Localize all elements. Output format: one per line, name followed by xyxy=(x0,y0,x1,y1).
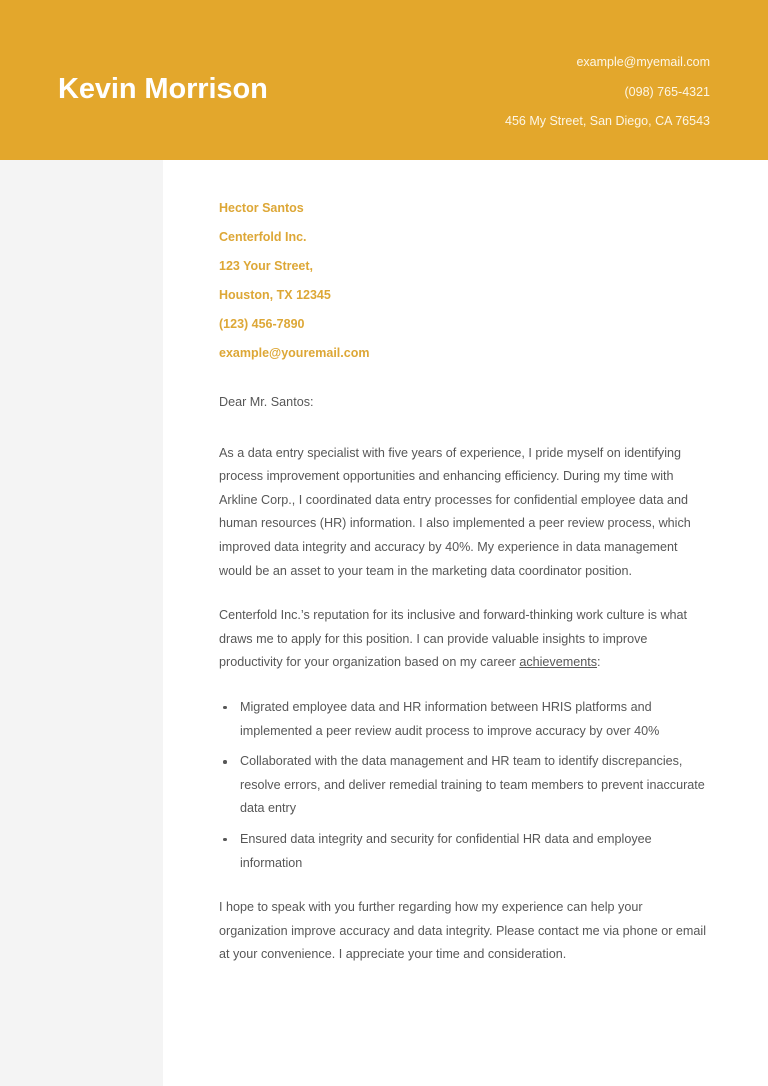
recipient-city-state-zip: Houston, TX 12345 xyxy=(219,288,331,302)
applicant-address: 456 My Street, San Diego, CA 76543 xyxy=(505,114,710,128)
paragraph-closing: I hope to speak with you further regarding how my experience can help your organization improve accuracy and data integrity. Please contact me via phone or email at your convenience. I appreciate your time and consideration. xyxy=(219,900,706,962)
paragraph-intro: As a data entry specialist with five years of experience, I pride myself on identifying process improvement opportunities and enhancing efficiency. During my time with Arkline Corp., I coordinated data entry processes for confidential employee data and human resources (HR) information. I also implemented a peer review process, which improved data integrity and accuracy by 40%. My experience in data management would be an asset to your team in the marketing data coordinator position. xyxy=(219,445,691,578)
achievements-link[interactable]: achievements xyxy=(519,655,598,670)
list-item: Migrated employee data and HR information between HRIS platforms and implemented a peer review audit process to improve accuracy by over 40% xyxy=(219,696,711,743)
recipient-phone[interactable]: (123) 456-7890 xyxy=(219,317,305,331)
paragraph-motivation-text: Centerfold Inc.’s reputation for its inclusive and forward-thinking work culture is what draws me to apply for this position. I can provide valuable insights to improve productivity for your organization based on my career xyxy=(219,608,688,670)
applicant-contact-block xyxy=(290,56,710,128)
list-item: Collaborated with the data management and HR team to identify discrepancies, resolve errors, and deliver remedial training to team members to prevent inaccurate data entry xyxy=(219,750,711,821)
letter-header-band xyxy=(0,0,768,160)
recipient-block xyxy=(219,202,679,360)
letter-body xyxy=(219,396,711,967)
recipient-name: Hector Santos xyxy=(219,201,304,215)
recipient-email[interactable]: example@youremail.com xyxy=(219,346,370,360)
recipient-company: Centerfold Inc. xyxy=(219,230,307,244)
applicant-name: Kevin Morrison xyxy=(58,73,268,105)
recipient-street: 123 Your Street, xyxy=(219,259,314,273)
applicant-email[interactable]: example@myemail.com xyxy=(576,55,710,69)
salutation: Dear Mr. Santos: xyxy=(219,395,314,409)
applicant-phone[interactable]: (098) 765-4321 xyxy=(624,84,710,99)
paragraph-motivation-suffix: : xyxy=(597,655,601,670)
achievements-list xyxy=(219,696,711,875)
list-item: Ensured data integrity and security for confidential HR data and employee information xyxy=(219,828,711,875)
paragraph-motivation xyxy=(219,604,711,675)
